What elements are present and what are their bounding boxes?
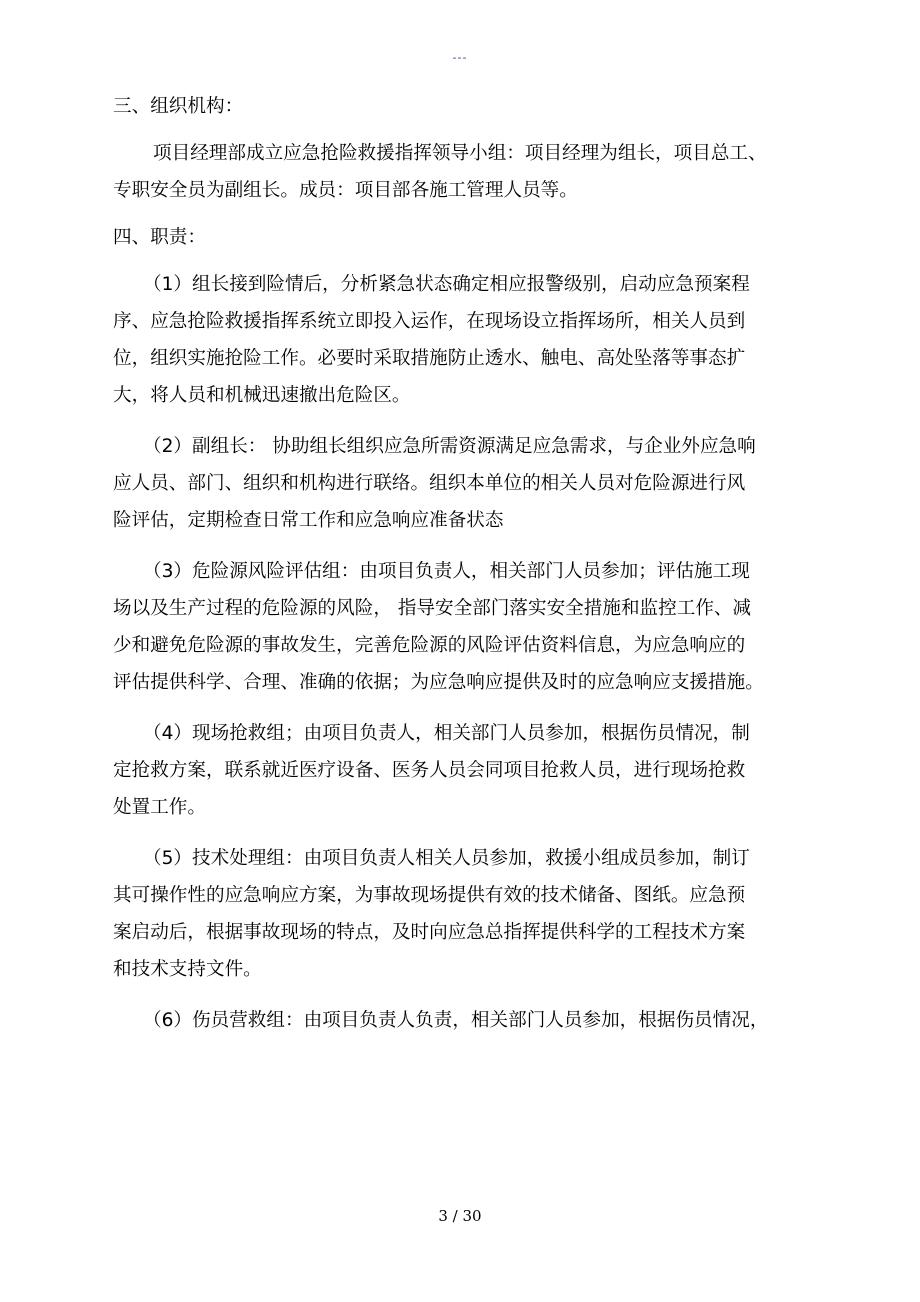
duty-item-1-line: 序、应急抢险救援指挥系统立即投入运作，在现场设立指挥场所，相关人员到	[113, 311, 746, 332]
org-paragraph-line: 专职安全员为副组长。成员：项目部各施工管理人员等。	[113, 180, 578, 201]
duty-item-3-line: 少和避免危险源的事故发生，完善危险源的风险评估资料信息，为应急响应的	[113, 635, 746, 656]
duty-item-5-line: 和技术支持文件。	[113, 959, 262, 980]
section-title-duties: 四、职责：	[113, 227, 206, 248]
duty-item-1-line: 大，将人员和机械迅速撤出危险区。	[113, 385, 411, 406]
duty-item-3-line: 场以及生产过程的危险源的风险， 指导安全部门落实安全措施和监控工作、减	[113, 598, 752, 619]
duty-item-4-line: 定抢救方案，联系就近医疗设备、医务人员会同项目抢救人员，进行现场抢救	[113, 760, 746, 781]
duty-item-6-line: （6）伤员营救组：由项目负责人负责，相关部门人员参加，根据伤员情况，	[143, 1010, 769, 1031]
duty-item-2-line: （2）副组长： 协助组长组织应急所需资源满足应急需求，与企业外应急响	[143, 436, 756, 457]
section-title-org: 三、组织机构：	[113, 96, 244, 117]
duty-item-5-line: 其可操作性的应急响应方案，为事故现场提供有效的技术储备、图纸。应急预	[113, 885, 746, 906]
duty-item-4-line: （4）现场抢救组；由项目负责人，相关部门人员参加，根据伤员情况，制	[143, 723, 750, 744]
document-body	[113, 88, 853, 1039]
duty-item-2-line: 险评估，定期检查日常工作和应急响应准备状态	[113, 510, 504, 531]
duty-item-3-line: （3）危险源风险评估组：由项目负责人，相关部门人员参加；评估施工现	[143, 561, 750, 582]
duty-item-2-line: 应人员、部门、组织和机构进行联络。组织本单位的相关人员对危险源进行风	[113, 473, 746, 494]
duty-item-4-line: 处置工作。	[113, 797, 206, 818]
duty-item-5-line: 案启动后，根据事故现场的特点，及时向应急总指挥提供科学的工程技术方案	[113, 922, 746, 943]
duty-item-3-line: 评估提供科学、合理、准确的依据；为应急响应提供及时的应急响应支援措施。	[113, 672, 764, 693]
org-paragraph-line: 项目经理部成立应急抢险救援指挥领导小组：项目经理为组长，项目总工、	[153, 143, 767, 164]
duty-item-1-line: 位，组织实施抢险工作。必要时采取措施防止透水、触电、高处坠落等事态扩	[113, 348, 746, 369]
page-number: 3 / 30	[438, 1207, 482, 1225]
page-header-mark: ---	[452, 51, 468, 64]
duty-item-5-line: （5）技术处理组：由项目负责人相关人员参加，救援小组成员参加，制订	[143, 848, 750, 869]
duty-item-1-line: （1）组长接到险情后，分析紧急状态确定相应报警级别，启动应急预案程	[143, 274, 750, 295]
